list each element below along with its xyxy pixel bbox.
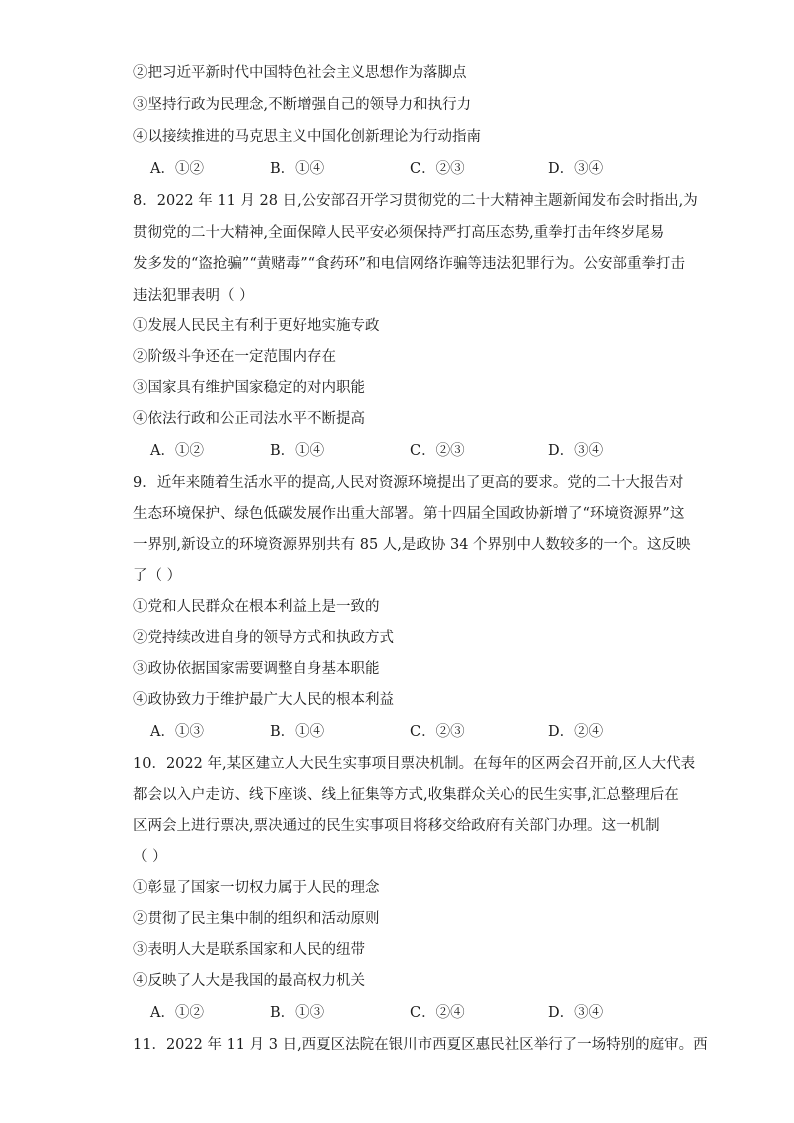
q7-option-b: B．①④ — [270, 161, 325, 177]
q9-item-2: ②党持续改进自身的领导方式和执政方式 — [133, 630, 394, 646]
q9-stem-line-3: 一界别,新设立的环境资源界别共有 85 人,是政协 34 个界别中人数较多的一个。这反映 — [133, 537, 691, 553]
q9-stem-line-1: 9．近年来随着生活水平的提高,人民对资源环境提出了更高的要求。党的二十大报告对 — [133, 475, 684, 491]
q9-option-a: A．①③ — [150, 724, 204, 740]
q10-option-c: C．②④ — [410, 1005, 465, 1021]
q10-option-b: B．①③ — [270, 1005, 325, 1021]
q9-option-d: D．②④ — [548, 724, 604, 740]
q8-option-d: D．③④ — [548, 443, 604, 459]
q9-item-3: ③政协依据国家需要调整自身基本职能 — [133, 661, 380, 677]
q10-option-d: D．③④ — [548, 1005, 604, 1021]
q9-option-b: B．①④ — [270, 724, 325, 740]
q9-options — [150, 722, 670, 742]
q9-stem-line-4: 了（ ） — [133, 568, 182, 584]
q8-option-b: B．①④ — [270, 443, 325, 459]
q10-item-1: ①彰显了国家一切权力属于人民的理念 — [133, 880, 380, 896]
q8-option-a: A．①② — [150, 443, 204, 459]
q7-option-a: A．①② — [150, 161, 204, 177]
q9-stem-line-2: 生态环境保护、绿色低碳发展作出重大部署。第十四届全国政协新增了“环境资源界”这 — [133, 506, 685, 522]
q7-item-2: ②把习近平新时代中国特色社会主义思想作为落脚点 — [133, 65, 467, 81]
q7-option-d: D．③④ — [548, 161, 604, 177]
q7-option-c: C．②③ — [410, 161, 465, 177]
q10-options — [150, 1003, 670, 1023]
q10-stem-line-2: 都会以入户走访、线下座谈、线上征集等方式,收集群众关心的民生实事,汇总整理后在 — [133, 787, 679, 803]
q8-item-1: ①发展人民民主有利于更好地实施专政 — [133, 318, 380, 334]
q10-option-a: A．①② — [150, 1005, 204, 1021]
q8-options — [150, 441, 670, 461]
q10-item-2: ②贯彻了民主集中制的组织和活动原则 — [133, 911, 380, 927]
q10-stem-line-1: 10．2022 年,某区建立人大民生实事项目票决机制。在每年的区两会召开前,区人大代表 — [133, 756, 696, 772]
q8-item-3: ③国家具有维护国家稳定的对内职能 — [133, 380, 365, 396]
q8-item-2: ②阶级斗争还在一定范围内存在 — [133, 349, 336, 365]
q8-option-c: C．②③ — [410, 443, 465, 459]
q8-stem-line-2: 贯彻党的二十大精神,全面保障人民平安必须保持严打高压态势,重拳打击年终岁尾易 — [133, 225, 665, 241]
q9-option-c: C．②③ — [410, 724, 465, 740]
q10-stem-line-3: 区两会上进行票决,票决通过的民生实事项目将移交给政府有关部门办理。这一机制 — [133, 818, 660, 834]
q7-item-4: ④以接续推进的马克思主义中国化创新理论为行动指南 — [133, 129, 481, 145]
q8-stem-line-1: 8．2022 年 11 月 28 日,公安部召开学习贯彻党的二十大精神主题新闻发布会时指出,为 — [133, 193, 698, 209]
q8-stem-line-3: 发多发的“盗抢骗”“黄赌毒”“食药环”和电信网络诈骗等违法犯罪行为。公安部重拳打击 — [133, 256, 685, 272]
q11-stem-line-1: 11．2022 年 11 月 3 日,西夏区法院在银川市西夏区惠民社区举行了一场特别的庭审。西 — [133, 1037, 708, 1053]
q9-item-4: ④政协致力于维护最广大人民的根本利益 — [133, 692, 394, 708]
q8-item-4: ④依法行政和公正司法水平不断提高 — [133, 411, 365, 427]
q9-item-1: ①党和人民群众在根本利益上是一致的 — [133, 599, 380, 615]
q8-stem-line-4: 违法犯罪表明（ ） — [133, 288, 254, 304]
q7-options — [150, 159, 670, 179]
q10-item-3: ③表明人大是联系国家和人民的纽带 — [133, 942, 365, 958]
q10-stem-line-4: （ ） — [133, 849, 167, 865]
q10-item-4: ④反映了人大是我国的最高权力机关 — [133, 973, 365, 989]
q7-item-3: ③坚持行政为民理念,不断增强自己的领导力和执行力 — [133, 97, 472, 113]
